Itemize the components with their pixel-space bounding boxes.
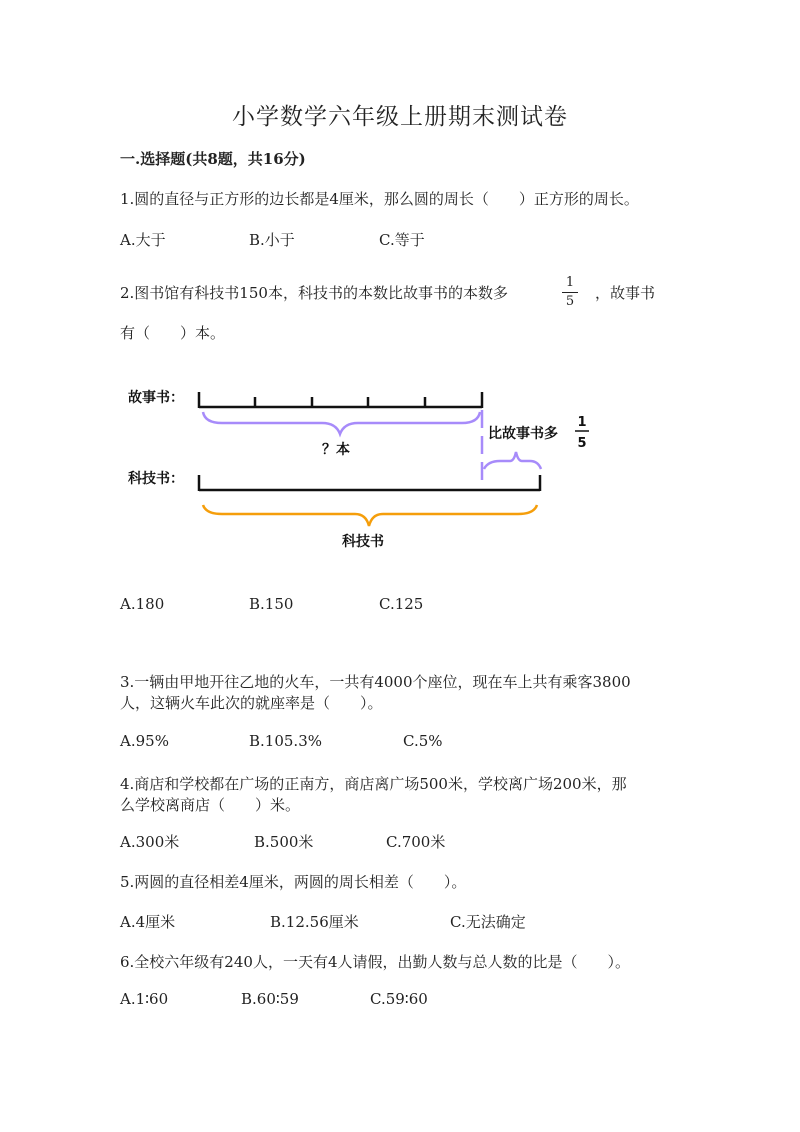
more-fraction-numerator: 1 xyxy=(577,415,587,430)
q5-option-b[interactable]: B.12.56厘米 xyxy=(270,913,359,931)
question-4-line-1: 4.商店和学校都在广场的正南方，商店离广场500米，学校离广场200米，那 xyxy=(120,775,627,793)
question-2-part-c: 有（ ）本。 xyxy=(120,324,226,342)
q4-option-a[interactable]: A.300米 xyxy=(120,833,180,851)
page-title: 小学数学六年级上册期末测试卷 xyxy=(232,104,568,130)
question-2-part-a: 2.图书馆有科技书150本，科技书的本数比故事书的本数多 xyxy=(120,284,508,302)
q4-option-c[interactable]: C.700米 xyxy=(386,833,446,851)
fraction-numerator: 1 xyxy=(565,275,575,290)
q6-option-c[interactable]: C.59∶60 xyxy=(370,990,428,1008)
q3-option-c[interactable]: C.5% xyxy=(403,732,443,750)
bar-model-diagram xyxy=(0,370,800,560)
more-fraction-denominator: 5 xyxy=(577,436,587,451)
tech-book-label: 科技书： xyxy=(128,471,184,487)
question-4-line-2: 么学校离商店（ ）米。 xyxy=(120,796,301,814)
tech-book-line xyxy=(199,475,540,491)
question-2-fraction xyxy=(562,275,578,310)
q2-option-c[interactable]: C.125 xyxy=(379,595,424,613)
question-6: 6.全校六年级有240人，一天有4人请假，出勤人数与总人数的比是（ ）。 xyxy=(120,953,630,971)
q6-option-b[interactable]: B.60∶59 xyxy=(241,990,299,1008)
story-book-line xyxy=(199,392,482,408)
q6-option-a[interactable]: A.1∶60 xyxy=(120,990,169,1008)
q5-option-c[interactable]: C.无法确定 xyxy=(450,913,526,931)
q4-option-b[interactable]: B.500米 xyxy=(254,833,314,851)
more-than-label: 比故事书多 xyxy=(488,426,558,442)
story-book-brace-label: ？本 xyxy=(322,442,350,458)
question-3-line-2: 人，这辆火车此次的就座率是（ ）。 xyxy=(120,694,383,712)
q3-option-b[interactable]: B.105.3% xyxy=(249,732,322,750)
question-2-part-b: ，故事书 xyxy=(595,284,656,302)
q2-option-a[interactable]: A.180 xyxy=(120,595,165,613)
q2-option-b[interactable]: B.150 xyxy=(249,595,294,613)
tech-book-brace xyxy=(203,505,537,526)
fraction-bar xyxy=(562,292,578,293)
story-book-brace xyxy=(203,412,480,434)
q1-option-a[interactable]: A.大于 xyxy=(120,231,166,249)
q3-option-a[interactable]: A.95% xyxy=(120,732,169,750)
story-book-label: 故事书： xyxy=(128,390,184,406)
q1-option-c[interactable]: C.等于 xyxy=(379,231,425,249)
q5-option-a[interactable]: A.4厘米 xyxy=(120,913,176,931)
question-5: 5.两圆的直径相差4厘米，两圆的周长相差（ ）。 xyxy=(120,873,467,891)
section-heading: 一.选择题(共8题，共16分) xyxy=(120,150,306,168)
question-3-line-1: 3.一辆由甲地开往乙地的火车，一共有4000个座位，现在车上共有乘客3800 xyxy=(120,673,631,691)
tech-book-brace-label: 科技书 xyxy=(342,534,384,550)
q1-option-b[interactable]: B.小于 xyxy=(249,231,295,249)
extra-part-brace xyxy=(484,452,541,469)
fraction-denominator: 5 xyxy=(565,294,575,309)
question-1: 1.圆的直径与正方形的边长都是4厘米，那么圆的周长（ ）正方形的周长。 xyxy=(120,190,639,208)
